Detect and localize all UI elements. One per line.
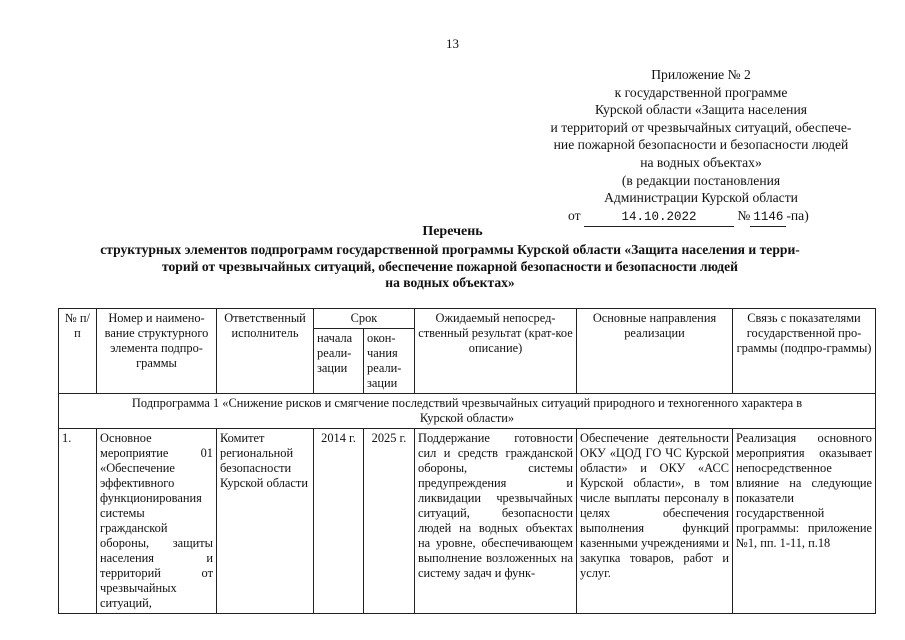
- ot-label: от: [568, 207, 581, 223]
- appendix-line: Курской области «Защита населения: [595, 102, 807, 118]
- header-end: окон-чания реали-зации: [364, 329, 415, 394]
- row-link: Реализация основного мероприятия оказывает непосредственное влияние на следующие показатели государственной программы: приложение №1, пп. 1-11, п.18: [733, 429, 876, 614]
- appendix-line: ние пожарной безопасности и безопасности людей: [553, 137, 849, 153]
- subtitle-line: торий от чрезвычайных ситуаций, обеспечение пожарной безопасности и безопасности людей: [162, 258, 738, 274]
- header-result: Ожидаемый непосред-ственный результат (крат-кое описание): [415, 309, 577, 394]
- header-num: № п/п: [59, 309, 97, 394]
- header-directions: Основные направления реализации: [577, 309, 733, 394]
- appendix-line: и территорий от чрезвычайных ситуаций, обеспече-: [550, 119, 852, 135]
- row-result: Поддержание готовности сил и средств гражданской обороны, системы предупреждения и ликвидации чрезвычайных ситуаций, безопасности людей на водных объектах на уровне, обеспечивающем выполнение возложенных на систему задач и функ-: [415, 429, 577, 614]
- row-directions: Обеспечение деятельности ОКУ «ЦОД ГО ЧС Курской области» и ОКУ «АСС Курской области», в том числе выплаты персоналу в целях обеспечения выполнения функций казенными учреждениями и закупка товаров, работ и услуг.: [577, 429, 733, 614]
- appendix-line: Приложение № 2: [651, 67, 751, 82]
- subtitle-line: структурных элементов подпрограмм государственной программы Курской области «Защита населения и терри-: [100, 242, 800, 257]
- header-start: начала реали-зации: [314, 329, 364, 394]
- appendix-block: [520, 66, 882, 227]
- appendix-line: к государственной программе: [614, 84, 788, 100]
- page-number: 13: [446, 36, 459, 51]
- number-suffix: -па): [786, 207, 809, 223]
- header-link: Связь с показателями государственной про-граммы (подпро-граммы): [733, 309, 876, 394]
- header-term: Срок: [314, 309, 415, 329]
- appendix-line: Администрации Курской области: [604, 190, 798, 206]
- resolution-number: 1146: [750, 209, 786, 228]
- resolution-date: 14.10.2022: [584, 209, 734, 228]
- subtitle-line: на водных объектах»: [385, 275, 515, 290]
- header-name: Номер и наимено-вание структурного элемента подпро-граммы: [97, 309, 217, 394]
- header-executor: Ответственный исполнитель: [217, 309, 314, 394]
- document-subtitle: [20, 242, 880, 292]
- document-title: Перечень: [422, 224, 483, 239]
- row-start: 2014 г.: [314, 429, 364, 614]
- table-row: [59, 429, 876, 614]
- header-row: [59, 309, 876, 329]
- appendix-line: на водных объектах»: [640, 154, 762, 170]
- row-executor: Комитет региональной безопасности Курской области: [217, 429, 314, 614]
- number-label: №: [737, 207, 751, 223]
- appendix-line: (в редакции постановления: [621, 172, 781, 188]
- subprogram-title: Подпрограмма 1 «Снижение рисков и смягчение последствий чрезвычайных ситуаций природного и техногенного характера в Курской области»: [59, 394, 876, 429]
- subprogram-row: [59, 394, 876, 429]
- row-end: 2025 г.: [364, 429, 415, 614]
- row-name: Основное мероприятие 01 «Обеспечение эффективного функционирования системы гражданской обороны, защиты населения и территорий от чрезвычайных ситуаций,: [97, 429, 217, 614]
- row-num: 1.: [59, 429, 97, 614]
- structural-elements-table: [58, 308, 876, 614]
